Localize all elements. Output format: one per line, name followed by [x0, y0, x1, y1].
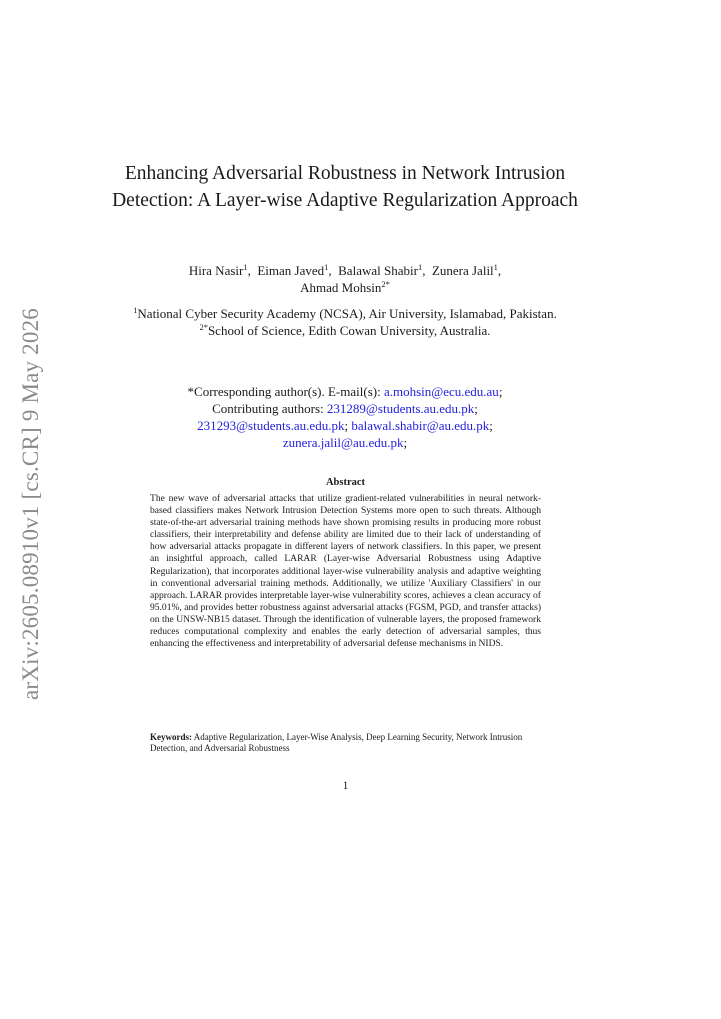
author: Balawal Shabir$^1$, [338, 262, 426, 278]
affiliation-mark: 2* [199, 322, 208, 332]
affiliation [110, 322, 580, 339]
paper-title: Enhancing Adversarial Robustness in Network Intrusion Detection: A Layer-wise Adaptive Regularization Approach [112, 163, 578, 211]
author-name: Zunera Jalil [431, 263, 494, 278]
author: Hira Nasir$^1$, [188, 262, 251, 278]
keywords-label: Keywords: [150, 732, 192, 742]
corresponding-label: *Corresponding author(s). E-mail(s): [187, 384, 381, 399]
author-line-2 [110, 279, 580, 296]
author-name: Eiman Javed [257, 263, 325, 278]
author-name: Ahmad Mohsin [300, 280, 382, 295]
author [300, 280, 390, 295]
corresponding-author-line: *Corresponding author(s). E-mail(s): a.mohsin@ecu.edu.au; [187, 384, 503, 399]
affiliation-mark: 1 [133, 305, 138, 315]
author: Zunera Jalil$^1$, [431, 262, 502, 278]
email-link[interactable]: 231289@students.au.edu.pk [326, 401, 475, 416]
abstract-heading: Abstract [325, 477, 366, 488]
email-link[interactable]: 231293@students.au.edu.pk [197, 418, 345, 433]
keywords-block [150, 732, 541, 754]
affiliation-text: National Cyber Security Academy (NCSA), Air University, Islamabad, Pakistan. [137, 306, 557, 321]
page-number: 1 [342, 780, 349, 792]
author-line-1 [110, 262, 580, 279]
email-link[interactable]: balawal.shabir@au.edu.pk [351, 418, 490, 433]
author-affiliation-mark: 1 [417, 262, 423, 272]
affiliation-list [110, 305, 580, 339]
author-name: Balawal Shabir [338, 263, 418, 278]
corresponding-email-link[interactable]: a.mohsin@ecu.edu.au [383, 384, 499, 399]
abstract-text: The new wave of adversarial attacks that utilize gradient-related vulnerabilities in neural network-based classifiers makes Network Intrusion Detection Systems more open to such threats. Although state-of-the-art adversarial training methods have shown promising results in producing more robust classifiers, their interpretability and defense ability are limited due to their lack of understanding of how adversarial attacks propagate in different layers of network classifiers. In this paper, we present an insightful approach, called LARAR (Layer-wise Adversarial Robustness using Adaptive Regularization), that incorporates additional layer-wise vulnerability analysis and adaptive weighting in conventional adversarial training methods. Additionally, we utilize 'Auxiliary Classifiers' in our approach. LARAR provides interpretable layer-wise vulnerability scores, achieves a clean accuracy of 95.01%, and provides better robustness against adversarial attacks (FGSM, PGD, and transfer attacks) on the UNSW-NB15 dataset. Through the identification of vulnerable layers, the proposed framework reduces computational complexity and enables the early detection of adversarial samples, thus enhancing the effectiveness and interpretability of adversarial defense mechanisms in NIDS. [150, 493, 541, 650]
affiliation-text: School of Science, Edith Cowan University, Australia. [207, 323, 491, 338]
contact-block [110, 383, 580, 451]
contributing-authors-line: 231293@students.au.edu.pk; balawal.shabir@au.edu.pk; [197, 418, 493, 433]
keywords-text: Adaptive Regularization, Layer-Wise Analysis, Deep Learning Security, Network Intrusion Detection, and Adversarial Robustness [150, 732, 523, 753]
author-name: Hira Nasir [188, 263, 244, 278]
author-affiliation-mark: 2* [381, 279, 390, 289]
contributing-label: Contributing authors: [212, 401, 324, 416]
arxiv-identifier-stamp[interactable]: arXiv:2605.08910v1 [cs.CR] 9 May 2026 [18, 308, 43, 700]
author: Eiman Javed$^1$, [257, 262, 332, 278]
contributing-authors-line: zunera.jalil@au.edu.pk; [282, 435, 408, 450]
affiliation [110, 305, 580, 322]
email-link[interactable]: zunera.jalil@au.edu.pk [282, 435, 404, 450]
author-list [110, 262, 580, 296]
author-affiliation-mark: 1 [324, 262, 329, 272]
contributing-authors-line: Contributing authors: 231289@students.au.edu.pk; [212, 401, 478, 416]
author-affiliation-mark: 1 [493, 262, 498, 272]
author-affiliation-mark: 1 [243, 262, 248, 272]
